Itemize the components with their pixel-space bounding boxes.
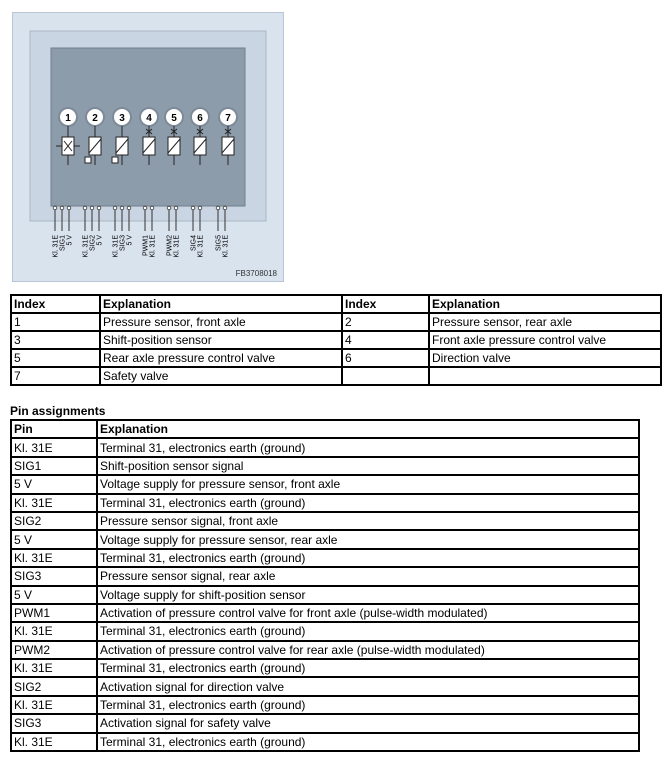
header-pin: Pin: [11, 420, 97, 438]
component-number: 3: [119, 113, 125, 124]
pin-cell: SIG2: [11, 512, 97, 530]
pin-cell: PWM2: [11, 641, 97, 659]
pin-cell: 5 V: [11, 530, 97, 548]
index-cell: 6: [342, 349, 429, 367]
pin-label: SIG4: [190, 235, 198, 251]
explanation-cell: Terminal 31, electronics earth (ground): [97, 494, 639, 512]
explanation-cell: Voltage supply for pressure sensor, front axle: [97, 475, 639, 493]
header-explanation-1: Explanation: [100, 295, 342, 313]
explanation-cell: Shift-position sensor: [100, 331, 342, 349]
table-row: [11, 494, 639, 512]
table-row: [11, 659, 639, 677]
explanation-cell: Voltage supply for pressure sensor, rear axle: [97, 530, 639, 548]
pin-cell: Kl. 31E: [11, 549, 97, 567]
explanation-cell: Activation signal for safety valve: [97, 714, 639, 732]
header-index-1: Index: [11, 295, 100, 313]
table-row: [11, 567, 639, 585]
control-unit-body: [51, 48, 245, 206]
header-explanation-2: Explanation: [429, 295, 661, 313]
pin-label: Kl. 31E: [197, 235, 205, 258]
index-cell: 7: [11, 367, 100, 385]
table-row: [11, 733, 639, 751]
pin-label: 5 V: [66, 235, 74, 246]
component-number: 1: [65, 113, 71, 124]
pin-cell: SIG3: [11, 567, 97, 585]
pin-label: SIG2: [89, 235, 97, 251]
explanation-cell: Terminal 31, electronics earth (ground): [97, 549, 639, 567]
table-row: [11, 604, 639, 622]
table-row: [11, 512, 639, 530]
explanation-cell: Terminal 31, electronics earth (ground): [97, 733, 639, 751]
table-row: [11, 457, 639, 475]
explanation-cell: [429, 367, 661, 385]
pin-table-header-row: [11, 420, 639, 438]
component-number: 2: [92, 113, 98, 124]
pin-label: SIG1: [59, 235, 67, 251]
pin-cell: Kl. 31E: [11, 659, 97, 677]
pin-label: Kl. 31E: [222, 235, 230, 258]
pin-cell: 5 V: [11, 586, 97, 604]
pin-cell: Kl. 31E: [11, 733, 97, 751]
header-index-2: Index: [342, 295, 429, 313]
table-row: [11, 331, 661, 349]
diagram-canvas: [13, 13, 285, 283]
pin-label: Kl. 31E: [173, 235, 181, 258]
component-number: 4: [146, 113, 152, 124]
wiring-diagram: [12, 12, 284, 282]
explanation-cell: Pressure sensor signal, front axle: [97, 512, 639, 530]
explanation-cell: Activation signal for direction valve: [97, 677, 639, 695]
index-cell: 4: [342, 331, 429, 349]
table-row: [11, 349, 661, 367]
component-number: 7: [225, 113, 231, 124]
pin-cell: SIG2: [11, 677, 97, 695]
table-row: [11, 475, 639, 493]
pin-label: SIG3: [119, 235, 127, 251]
explanation-cell: Terminal 31, electronics earth (ground): [97, 438, 639, 456]
pin-cell: SIG1: [11, 457, 97, 475]
pin-cell: SIG3: [11, 714, 97, 732]
pin-table: [10, 419, 640, 752]
index-cell: 2: [342, 313, 429, 331]
table-row: [11, 622, 639, 640]
explanation-cell: Pressure sensor signal, rear axle: [97, 567, 639, 585]
pin-cell: PWM1: [11, 604, 97, 622]
pin-cell: Kl. 31E: [11, 494, 97, 512]
pin-label: Kl. 31E: [149, 235, 157, 258]
pin-label: 5 V: [96, 235, 104, 246]
pin-label: 5 V: [126, 235, 134, 246]
pin-table-body: [11, 438, 639, 751]
explanation-cell: Voltage supply for shift-position sensor: [97, 586, 639, 604]
table-row: [11, 367, 661, 385]
index-table-body: [11, 313, 661, 385]
table-row: [11, 641, 639, 659]
explanation-cell: Front axle pressure control valve: [429, 331, 661, 349]
explanation-cell: Terminal 31, electronics earth (ground): [97, 622, 639, 640]
component-number: 6: [197, 113, 203, 124]
table-row: [11, 696, 639, 714]
explanation-cell: Pressure sensor, front axle: [100, 313, 342, 331]
index-cell: 5: [11, 349, 100, 367]
table-row: [11, 549, 639, 567]
pin-cell: Kl. 31E: [11, 696, 97, 714]
pin-label: PWM1: [142, 235, 150, 256]
table-row: [11, 313, 661, 331]
pin-label: Kl. 31E: [112, 235, 120, 258]
pin-cell: Kl. 31E: [11, 622, 97, 640]
explanation-cell: Terminal 31, electronics earth (ground): [97, 696, 639, 714]
index-table: [10, 294, 662, 386]
pin-assignments-title: Pin assignments: [10, 404, 106, 418]
pin-cell: Kl. 31E: [11, 438, 97, 456]
index-cell: 3: [11, 331, 100, 349]
table-row: [11, 586, 639, 604]
header-explanation: Explanation: [97, 420, 639, 438]
pin-label: PWM2: [166, 235, 174, 256]
index-cell: 1: [11, 313, 100, 331]
pin-label: SIG5: [215, 235, 223, 251]
pin-label: Kl. 31E: [82, 235, 90, 258]
table-row: [11, 438, 639, 456]
explanation-cell: Activation of pressure control valve for rear axle (pulse-width modulated): [97, 641, 639, 659]
table-row: [11, 530, 639, 548]
table-row: [11, 677, 639, 695]
pin-cell: 5 V: [11, 475, 97, 493]
figure-code: FB3708018: [235, 269, 277, 278]
explanation-cell: Safety valve: [100, 367, 342, 385]
explanation-cell: Direction valve: [429, 349, 661, 367]
component-number: 5: [171, 113, 177, 124]
pin-label: Kl. 31E: [52, 235, 60, 258]
explanation-cell: Terminal 31, electronics earth (ground): [97, 659, 639, 677]
index-table-header-row: [11, 295, 661, 313]
index-cell: [342, 367, 429, 385]
table-row: [11, 714, 639, 732]
explanation-cell: Rear axle pressure control valve: [100, 349, 342, 367]
explanation-cell: Pressure sensor, rear axle: [429, 313, 661, 331]
explanation-cell: Shift-position sensor signal: [97, 457, 639, 475]
explanation-cell: Activation of pressure control valve for front axle (pulse-width modulated): [97, 604, 639, 622]
